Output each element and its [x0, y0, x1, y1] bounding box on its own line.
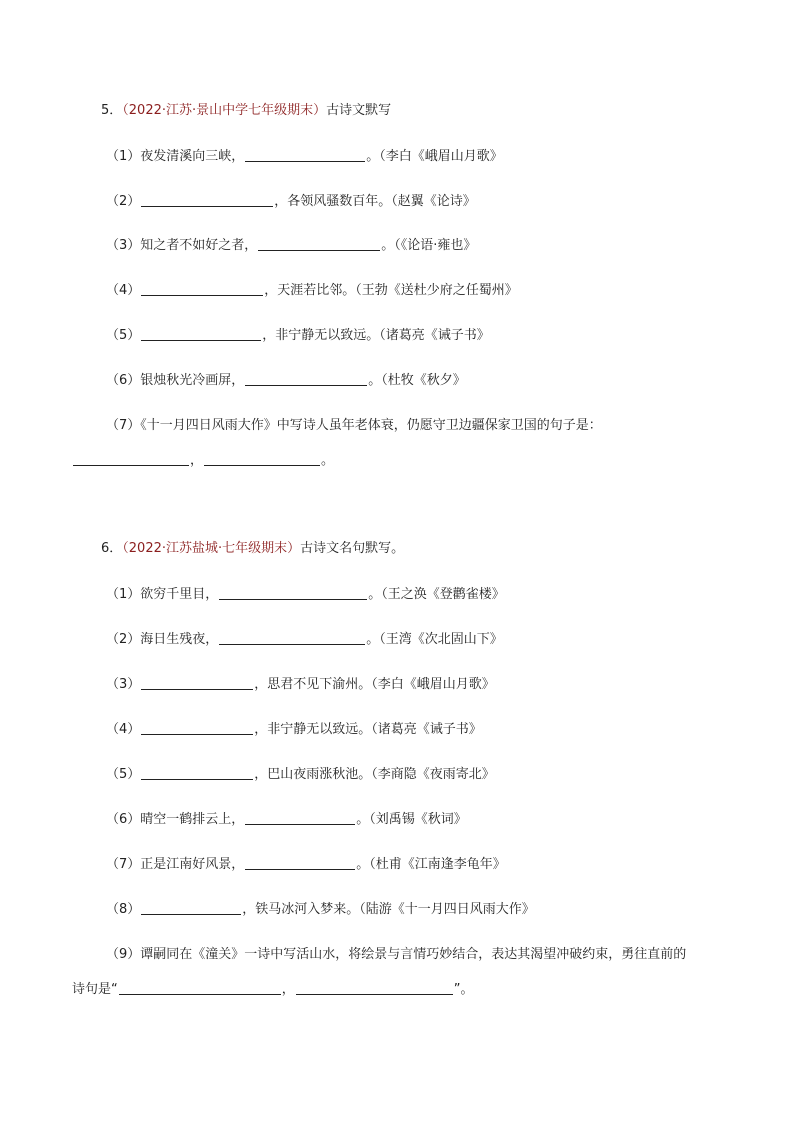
q6-item-6 [106, 810, 467, 829]
answer-blank[interactable] [245, 371, 367, 386]
item-label: （6） [106, 373, 141, 388]
q5-item-3 [106, 236, 476, 255]
answer-blank[interactable] [119, 980, 281, 995]
item-label: （4） [106, 722, 141, 737]
q5-item-2 [106, 192, 476, 211]
answer-blank[interactable] [141, 281, 263, 296]
item-after: 。（王之涣《登鹳雀楼》 [368, 587, 505, 602]
q5-item-6 [106, 371, 466, 390]
item-text: （9）谭嗣同在《潼关》一诗中写活山水，将绘景与言情巧妙结合，表达其渴望冲破约束，勇往直前的 [106, 947, 687, 962]
item-after: ，非宁静无以致远。（诸葛亮《诫子书》 [254, 722, 482, 737]
q6-source: （2022·江苏盐城·七年级期末） [122, 541, 301, 556]
item-after: 。（王湾《次北固山下》 [366, 632, 503, 647]
item-label: （4） [106, 283, 141, 298]
q6-item-4 [106, 720, 482, 739]
item-label: （1） [106, 149, 141, 164]
q6-item-2 [106, 630, 503, 649]
answer-blank[interactable] [73, 451, 189, 466]
item-after: ，巴山夜雨涨秋池。（李商隐《夜雨寄北》 [254, 767, 495, 782]
answer-blank[interactable] [296, 980, 453, 995]
q5-item-5 [106, 326, 490, 345]
q6-item-5 [106, 765, 495, 784]
q6-item-8 [106, 900, 535, 919]
q6-heading [101, 540, 404, 558]
q6-item-7 [106, 855, 506, 874]
item-label: （2） [106, 194, 141, 209]
item-label: （5） [106, 328, 141, 343]
item-after: 。（杜牧《秋夕》 [368, 373, 466, 388]
q5-item-7-answer [72, 451, 334, 470]
answer-blank[interactable] [219, 585, 367, 600]
answer-blank[interactable] [141, 326, 261, 341]
item-after: ，各领风骚数百年。（赵翼《论诗》 [274, 194, 476, 209]
q6-item-1 [106, 585, 505, 604]
q6-item-3 [106, 675, 495, 694]
item-after: 。（《论语·雍也》 [381, 238, 477, 253]
answer-blank[interactable] [219, 630, 365, 645]
answer-blank[interactable] [245, 855, 355, 870]
item-after: ，铁马冰河入梦来。（陆游《十一月四日风雨大作》 [242, 902, 535, 917]
q5-item-7 [106, 417, 602, 435]
separator: ， [190, 453, 204, 468]
item-before: 知之者不如好之者， [140, 238, 258, 253]
item-before: 夜发清溪向三峡， [140, 149, 245, 164]
item-label: （8） [106, 902, 141, 917]
separator: ， [281, 982, 295, 997]
item-label: （6） [106, 812, 141, 827]
item-label: （3） [106, 238, 141, 253]
item-text: （7）《十一月四日风雨大作》中写诗人虽年老体衰，仍愿守卫边疆保家卫国的句子是： [106, 418, 602, 433]
item-before: 海日生残夜， [140, 632, 219, 647]
q5-heading [101, 102, 391, 120]
cont-start: 诗句是“ [72, 982, 118, 997]
answer-blank[interactable] [245, 147, 365, 162]
q5-number: 5． [101, 103, 123, 118]
item-after: ，思君不见下渝州。（李白《峨眉山月歌》 [254, 677, 495, 692]
item-label: （2） [106, 632, 141, 647]
answer-blank[interactable] [204, 451, 320, 466]
q6-item-9 [106, 946, 686, 964]
item-before: 欲穷千里目， [140, 587, 219, 602]
item-before: 银烛秋光冷画屏， [140, 373, 245, 388]
item-label: （1） [106, 587, 141, 602]
item-after: 。（刘禹锡《秋词》 [356, 812, 467, 827]
answer-blank[interactable] [141, 765, 253, 780]
item-label: （5） [106, 767, 141, 782]
q5-item-1 [106, 147, 503, 166]
answer-blank[interactable] [245, 810, 355, 825]
item-after: 。（李白《峨眉山月歌》 [366, 149, 503, 164]
end-mark: 。 [321, 453, 335, 468]
q5-title: 古诗文默写 [326, 103, 392, 118]
answer-blank[interactable] [141, 192, 273, 207]
answer-blank[interactable] [141, 720, 253, 735]
item-before: 正是江南好风景， [140, 857, 245, 872]
answer-blank[interactable] [141, 675, 253, 690]
answer-blank[interactable] [141, 900, 241, 915]
q6-title: 古诗文名句默写。 [300, 541, 405, 556]
item-after: 。（杜甫《江南逢李龟年》 [356, 857, 506, 872]
item-label: （7） [106, 857, 141, 872]
q6-item-9-answer [72, 980, 474, 999]
item-after: ，非宁静无以致远。（诸葛亮《诫子书》 [262, 328, 490, 343]
q5-item-4 [106, 281, 518, 300]
end-mark: ”。 [453, 982, 474, 997]
item-after: ，天涯若比邻。（王勃《送杜少府之任蜀州》 [264, 283, 518, 298]
q5-source: （2022·江苏·景山中学七年级期末） [122, 103, 327, 118]
q6-number: 6． [101, 541, 123, 556]
answer-blank[interactable] [258, 236, 380, 251]
item-before: 晴空一鹤排云上， [140, 812, 245, 827]
item-label: （3） [106, 677, 141, 692]
